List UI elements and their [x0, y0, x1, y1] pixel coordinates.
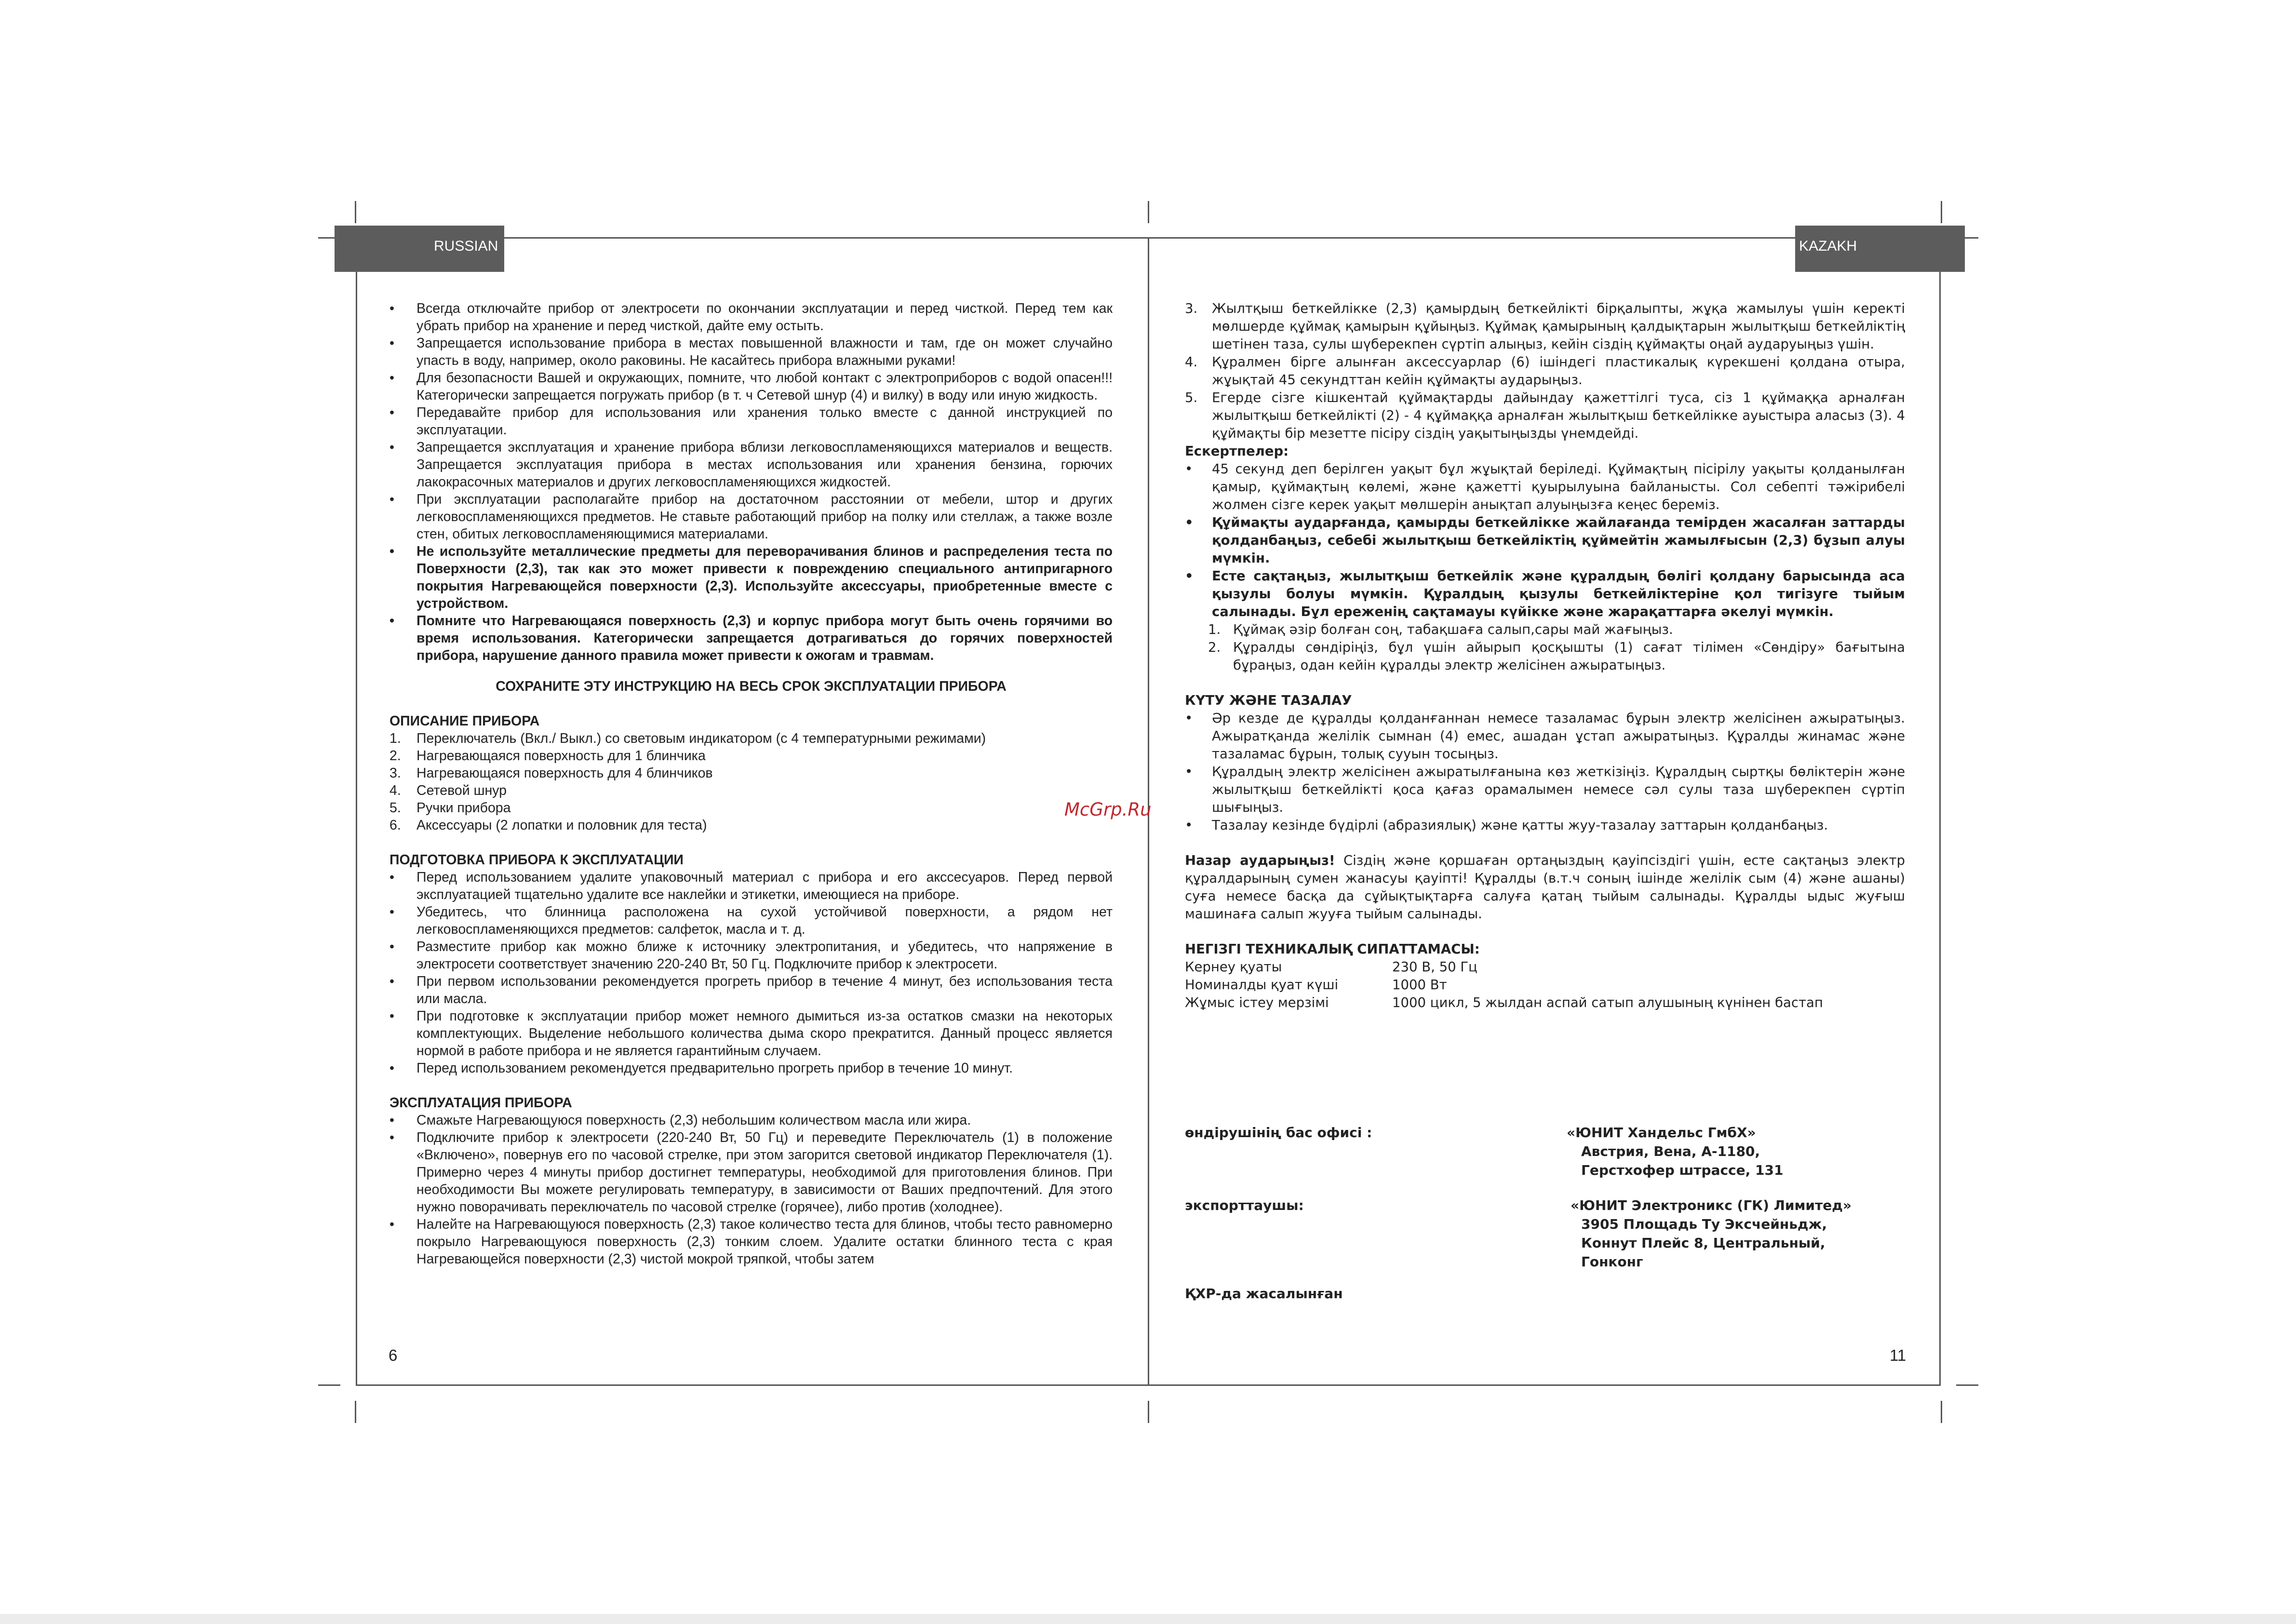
section-title: НЕГІЗГІ ТЕХНИКАЛЫҚ СИПАТТАМАСЫ: [1185, 941, 1480, 957]
attention-text: Сіздің және қоршаған ортаңыздың қауіпсіздігі үшін, есте сақтаңыз электр құралдарының сумен жанасуы қауіпті! Құралды (в.т.ч соның ішінде желілік сым (4) және ашаны) суға немесе басқа да сұйықтықтарға салуға қатаң тыйым салынады. Құралды ыдыс жуғыш машинаға салып жууға тыйым салынады. [1185, 853, 1905, 922]
head-office-address: «ЮНИТ Хандельс ГмбХ» Австрия, Вена, А-1180, Герстхофер штрассе, 131 [1567, 1125, 1784, 1178]
list-item: • При первом использовании рекомендуется прогреть прибор в течение 4 минут, без использования теста или масла. [389, 974, 1113, 1007]
list-item: • Әр кезде де құралды қолданғаннан немесе тазаламас бұрын электр желісінен ажыратыңыз. Ажыратқанда желілік сымнан (4) емес, ашадан ұстап ажыратыңыз. Құралды жинамас және тазаламас бұрын, толық сууын тосыңыз. [1185, 711, 1905, 762]
list-item: 6. Аксессуары (2 лопатки и половник для теста) [389, 818, 707, 833]
steps-list [1185, 300, 1905, 443]
list-item: 2. Құралды сөндіріңіз, бұл үшін айырып қосқышты (1) сағат тілімен «Сөндіру» бағытына бұраңыз, одан кейін құралды электр желісінен ажыратыңыз. [1208, 640, 1905, 673]
spec-value: 1000 цикл, 5 жылдан аспай сатып алушының күнінен бастап [1392, 995, 1823, 1010]
list-item: 5. Ручки прибора [389, 800, 511, 816]
list-item: • Подключите прибор к электросети (220-240 Вт, 50 Гц) и переведите Переключатель (1) в положение «Включено», повернув его по часовой стрелке, при этом загорится световой индикатор Переключателя (1). Примерно через 4 минуты прибор достигнет температуры, необходимой для приготовления блинов. При необходимости Вы можете регулировать температуру, в зависимости от Ваших предпочтений. Для этого нужно поворачивать переключатель по часовой стрелке (горячее), либо против (холоднее). [389, 1130, 1113, 1215]
list-item: • При подготовке к эксплуатации прибор может немного дымиться из-за остатков смазки на некоторых комплектующих. Выделение небольшого количества дыма скоро прекратится. Данный процесс является нормой в работе прибора и не является гарантийным случаем. [389, 1008, 1113, 1059]
crop-mark [1956, 1384, 1978, 1386]
list-item: • Смажьте Нагревающуюся поверхность (2,3) небольшим количеством масла или жира. [389, 1113, 971, 1128]
list-item: 3. Нагревающаяся поверхность для 4 блинчиков [389, 765, 713, 781]
list-item: • Помните что Нагревающаяся поверхность (2,3) и корпус прибора могут быть очень горячими во время использования. Категорически запрещается дотрагиваться до горячих поверхностей прибора, нарушение данного правила может привести к ожогам и травмам. [389, 613, 1113, 663]
attention-paragraph [1185, 852, 1905, 923]
kazakh-column [1185, 300, 1905, 1012]
crop-mark [1148, 201, 1149, 223]
notes-list [1185, 460, 1905, 674]
list-item: • Убедитесь, что блинница расположена на сухой устойчивой поверхности, а рядом нет легковоспламеняющихся предметов: салфеток, масла и т. д. [389, 904, 1113, 937]
list-item: • Разместите прибор как можно ближе к источнику электропитания, и убедитесь, что напряжение в электросети соответствует значению 220-240 Вт, 50 Гц. Подключите прибор к электросети. [389, 939, 1113, 972]
list-item: • При эксплуатации располагайте прибор на достаточном расстоянии от мебели, штор и других легковоспламеняющихся предметов. Не ставьте работающий прибор на полку или стеллаж, а также возле стен, обитых легковоспламеняющимися материалами. [389, 492, 1113, 542]
watermark: McGrp.Ru [1064, 799, 1152, 820]
list-item: • Құралдың электр желісінен ажыратылғанына көз жеткізіңіз. Құралдың сыртқы бөліктерін және жылытқыш беткейлікті қоса қағаз орамалымен немесе сәл сулы таза шүберекпен сүртіп шығыңыз. [1185, 764, 1905, 815]
page-number-right: 11 [1890, 1346, 1907, 1364]
safety-list [389, 300, 1113, 664]
description-list [389, 730, 1113, 834]
crop-mark [355, 1401, 356, 1423]
crop-mark [1941, 1401, 1942, 1423]
section-title: ОПИСАНИЕ ПРИБОРА [389, 713, 540, 729]
head-office-label: өндірушінің бас офисі : [1185, 1125, 1372, 1141]
list-item: 1. Переключатель (Вкл./ Выкл.) со световым индикатором (с 4 температурными режимами) [389, 731, 986, 746]
specs-table [1185, 958, 1905, 1012]
list-item: • Передавайте прибор для использования или хранения только вместе с данной инструкцией по эксплуатации. [389, 405, 1113, 438]
section-title: ЭКСПЛУАТАЦИЯ ПРИБОРА [389, 1095, 572, 1111]
russian-column [389, 300, 1113, 1268]
made-in-label: ҚХР-да жасалынған [1185, 1286, 1343, 1302]
list-item: • Запрещается эксплуатация и хранение прибора вблизи легковоспламеняющихся материалов и веществ. Запрещается эксплуатация прибора в местах использования или хранения бензина, горючих лакокрасочных материалов и других легковоспламеняющихся жидкостей. [389, 440, 1113, 490]
crop-mark [318, 1384, 340, 1386]
list-item: 4. Құралмен бірге алынған аксессуарлар (6) ішіндегі пластикалық күрекшені қолдана отыра, жұықтай 45 секундттан кейін құймақты аударыңыз. [1185, 354, 1905, 388]
spec-label: Номиналды қуат күші [1185, 977, 1339, 993]
exporter-address: «ЮНИТ Электроникс (ГК) Лимитед» 3905 Площадь Ту Эксчейньдж, Коннут Плейс 8, Центральный, Гонконг [1571, 1197, 1852, 1270]
list-item: • Запрещается использование прибора в местах повышенной влажности и там, где он может случайно упасть в воду, например, около раковины. Не касайтесь прибора влажными руками! [389, 336, 1113, 368]
operation-list [389, 1112, 1113, 1268]
list-item: • Налейте на Нагревающуюся поверхность (2,3) такое количество теста для блинов, чтобы тесто равномерно покрыло Нагревающуюся поверхность (2,3) тонким слоем. Удалите остатки блинного теста с края Нагревающейся поверхности (2,3) чистой мокрой тряпкой, чтобы затем [389, 1217, 1113, 1267]
crop-mark [1148, 1401, 1149, 1423]
page-number-left: 6 [389, 1346, 398, 1364]
list-item: • Всегда отключайте прибор от электросети по окончании эксплуатации и перед чисткой. Перед тем как убрать прибор на хранение и перед чисткой, дайте ему остыть. [389, 301, 1113, 334]
list-item: 2. Нагревающаяся поверхность для 1 блинчика [389, 748, 706, 764]
spec-label: Кернеу қуаты [1185, 959, 1282, 975]
crop-mark [355, 201, 356, 223]
list-item: 4. Сетевой шнур [389, 783, 507, 798]
list-item: • Перед использованием рекомендуется предварительно прогреть прибор в течение 10 минут. [389, 1060, 1013, 1076]
notes-title: Ескертпелер: [1185, 443, 1289, 459]
list-item: 5. Егерде сізге кішкентай құймақтарды дайындау қажеттілгі туса, сіз 1 құймаққа арналған жылытқыш беткейлікті (2) - 4 құймаққа арналған жылытқыш беткейлікке ауыстыра аласыз (3). 4 құймақты бір мезетте пісіру сіздің уақытыңызды үнемдейді. [1185, 390, 1905, 441]
crop-mark [1941, 201, 1942, 223]
save-notice: СОХРАНИТЕ ЭТУ ИНСТРУКЦИЮ НА ВЕСЬ СРОК ЭКСПЛУАТАЦИИ ПРИБОРА [496, 679, 1007, 694]
viewer-bottom-bar [0, 1614, 2296, 1624]
list-item: 1. Құймақ әзір болған соң, табақшаға салып,сары май жағыңыз. [1208, 622, 1673, 637]
care-list [1185, 710, 1905, 834]
spec-label: Жұмыс істеу мерзімі [1185, 995, 1329, 1010]
spec-value: 1000 Вт [1392, 977, 1447, 993]
spec-value: 230 В, 50 Гц [1392, 959, 1477, 975]
list-item: • 45 секунд деп берілген уақыт бұл жұықтай беріледі. Құймақтың пісірілу уақыты қолданылған қамыр, құймақтың көлемі, және қажетті қуырылуына байланысты. Сол себепті тәжірибелі жолмен сізге керек уақыт мөлшерін анықтап алуыңызға кеңес береміз. [1185, 461, 1905, 512]
language-header-kazakh: KAZAKH [1795, 226, 1965, 272]
list-item: • Құймақты аударғанда, қамырды беткейлікке жайлағанда темірден жасалған заттарды қолданбаңыз, себебі жылытқыш беткейліктің құймейтін жамылғысын (2,3) бұзып алуы мүмкін. [1185, 515, 1905, 566]
section-title: КҮТУ ЖӘНЕ ТАЗАЛАУ [1185, 693, 1352, 708]
preparation-list [389, 869, 1113, 1077]
section-title: ПОДГОТОВКА ПРИБОРА К ЭКСПЛУАТАЦИИ [389, 852, 684, 868]
attention-label: Назар аударыңыз! [1185, 853, 1335, 868]
language-header-russian: RUSSIAN [335, 226, 504, 272]
list-item: • Не используйте металлические предметы для переворачивания блинов и распределения теста по Поверхности (2,3), так как это может привести к повреждению специального антипригарного покрытия Нагревающейся поверхности (2,3). Используйте аксессуары, приобретенные вместе с устройством. [389, 544, 1113, 611]
list-item: 3. Жылтқыш беткейлікке (2,3) қамырдың беткейлікті бірқалыпты, жұқа жамылуы үшін керекті мөлшерде құймақ қамырын құйыңыз. Құймақ қамырының қалдықтарын жылытқыш беткейліктің шетінен таза, сулы шүберекпен сүртіп алыңыз, кейін сіздің құймақты оңай аударуыңыз үшін. [1185, 301, 1905, 352]
list-item: • Перед использованием удалите упаковочный материал с прибора и его акссесуаров. Перед первой эксплуатацией тщательно удалите все наклейки и этикетки, имеющиеся на приборе. [389, 870, 1113, 902]
exporter-label: экспорттаушы: [1185, 1197, 1304, 1213]
list-item: • Есте сақтаңыз, жылытқыш беткейлік және құралдың бөлігі қолдану барысында аса қызулы болуы мүмкін. Құралдың қызулы беткейліктеріне қол тигізуге тыйым салынады. Бұл ереженің сақтамауы күйікке және жарақаттарға әкелуі мүмкін. [1185, 568, 1905, 619]
list-item: • Тазалау кезінде бүдірлі (абразиялық) және қатты жуу-тазалау заттарын қолданбаңыз. [1185, 818, 1828, 833]
list-item: • Для безопасности Вашей и окружающих, помните, что любой контакт с электроприборов с водой опасен!!! Категорически запрещается погружать прибор (в т. ч Сетевой шнур (4) и вилку) в воду или иную жидкость. [389, 370, 1113, 403]
